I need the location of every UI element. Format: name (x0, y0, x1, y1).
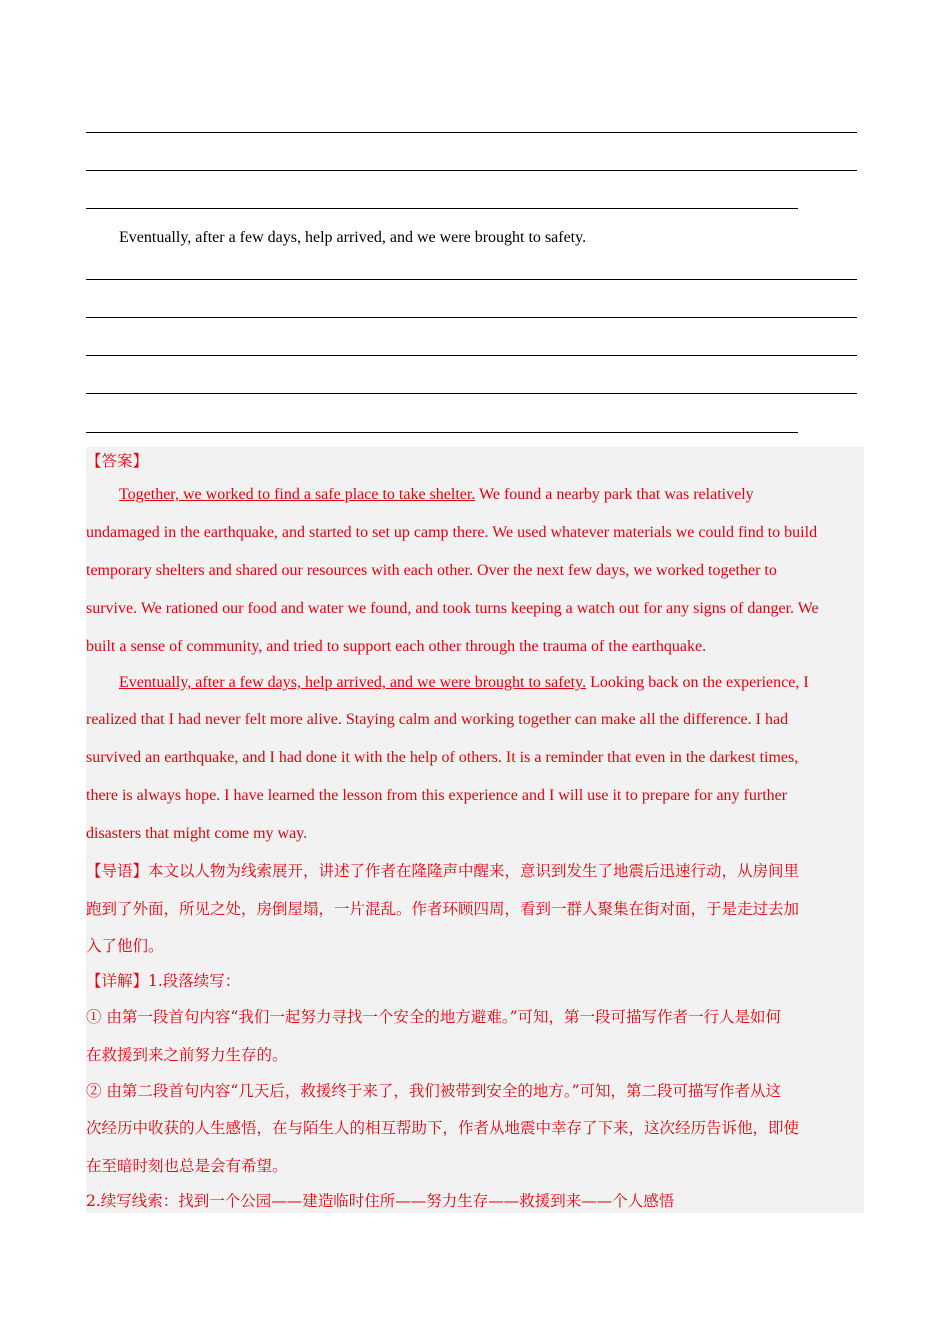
writing-line (86, 317, 857, 318)
writing-line (86, 279, 857, 280)
detail-heading: 【详解】1.段落续写： (86, 972, 241, 990)
second-paragraph-start: Eventually, after a few days, help arrived, and we were brought to safety. (119, 229, 587, 246)
writing-line (86, 132, 857, 133)
answer-para2-line: Eventually, after a few days, help arrived, and we were brought to safety. Looking back on the experience, I (119, 674, 809, 691)
writing-line (86, 393, 857, 394)
answer-para1-line: temporary shelters and shared our resources with each other. Over the next few days, we worked together to (86, 562, 777, 579)
detail-point2-line: ② 由第二段首句内容“几天后，救援终于来了，我们被带到安全的地方。”可知，第二段可描写作者从这 (86, 1082, 782, 1100)
para2-underlined-start: Eventually, after a few days, help arrived, and we were brought to safety. (119, 674, 587, 691)
answer-para1-line: Together, we worked to find a safe place to take shelter. We found a nearby park that was relatively (119, 486, 754, 503)
answer-label: 【答案】 (86, 452, 149, 470)
guide-line: 【导语】本文以人物为线索展开，讲述了作者在隆隆声中醒来，意识到发生了地震后迅速行动，从房间里 (86, 862, 800, 880)
answer-para2-line: realized that I had never felt more alive. Staying calm and working together can make all the difference. I had (86, 711, 789, 728)
detail-point2-line: 次经历中收获的人生感悟，在与陌生人的相互帮助下，作者从地震中幸存了下来，这次经历告诉他，即使 (86, 1119, 800, 1137)
writing-line (86, 432, 798, 433)
para1-underlined-start: Together, we worked to find a safe place to take shelter. (119, 486, 476, 503)
answer-para2-line: there is always hope. I have learned the lesson from this experience and I will use it to prepare for any further (86, 787, 788, 804)
answer-para1-line: built a sense of community, and tried to support each other through the trauma of the earthquake. (86, 638, 707, 655)
guide-line: 跑到了外面，所见之处，房倒屋塌，一片混乱。作者环顾四周，看到一群人聚集在街对面，于是走过去加 (86, 900, 800, 918)
detail-point2-line: 在至暗时刻也总是会有希望。 (86, 1157, 288, 1175)
answer-para1-line: undamaged in the earthquake, and started to set up camp there. We used whatever materials we could find to build (86, 524, 818, 541)
detail-point1-line: 在救援到来之前努力生存的。 (86, 1046, 288, 1064)
writing-line (86, 170, 857, 171)
detail-clue: 2.续写线索：找到一个公园——建造临时住所——努力生存——救援到来——个人感悟 (86, 1192, 675, 1210)
answer-para1-line: survive. We rationed our food and water we found, and took turns keeping a watch out for any signs of danger. We (86, 600, 819, 617)
guide-line: 入了他们。 (86, 937, 164, 955)
writing-line (86, 355, 857, 356)
detail-point1-line: ① 由第一段首句内容“我们一起努力寻找一个安全的地方避难。”可知，第一段可描写作者一行人是如何 (86, 1008, 782, 1026)
answer-para2-line: disasters that might come my way. (86, 825, 308, 842)
writing-line (86, 208, 798, 209)
answer-para2-line: survived an earthquake, and I had done it with the help of others. It is a reminder that even in the darkest times, (86, 749, 799, 766)
